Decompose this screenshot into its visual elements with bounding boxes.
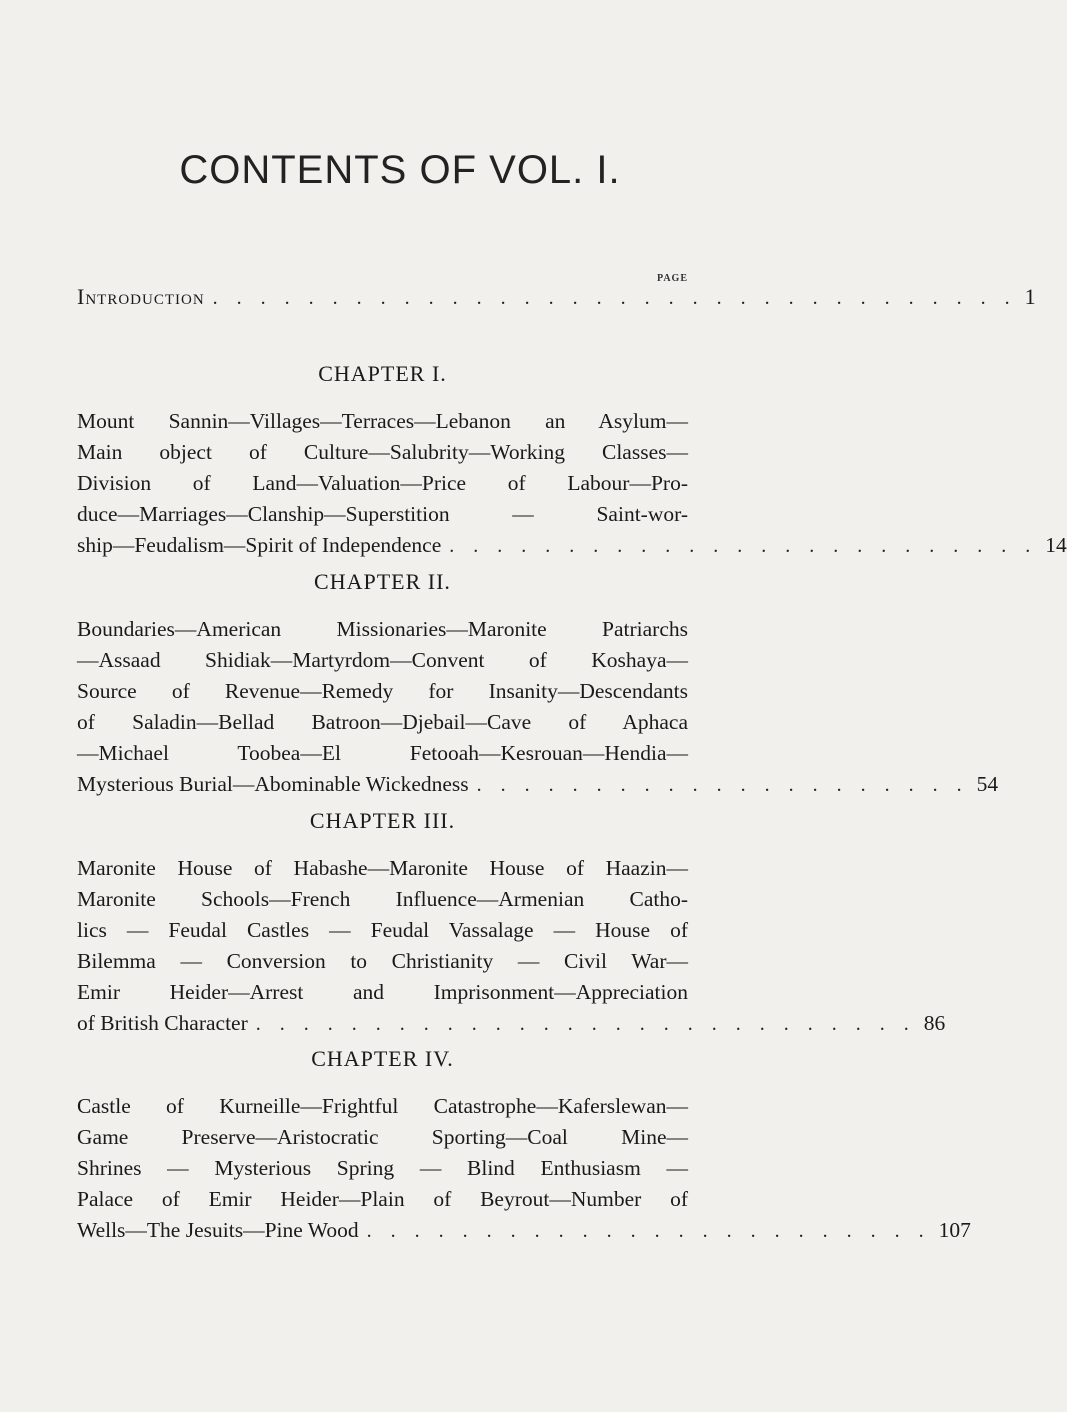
summary-last-line [77,530,1067,561]
summary-line: of Saladin—Bellad Batroon—Djebail—Cave of Aphaca [77,710,688,734]
summary-line: of British Character [77,1011,248,1035]
page-column-label: PAGE [656,273,688,284]
summary-line: ship—Feudalism—Spirit of Independence [77,533,442,557]
leader-dots: . . . . . . . . . . . . . . . . . . . . . . . . [366,1220,931,1242]
summary-line: —Assaad Shidiak—Martyrdom—Convent of Koshaya— [77,648,688,672]
summary-line: —Michael Toobea—El Fetooah—Kesrouan—Hendia— [77,741,688,765]
summary-line: Mount Sannin—Villages—Terraces—Lebanon an Asylum— [77,409,688,433]
chapter-heading: CHAPTER II. [314,569,451,594]
summary-line: Source of Revenue—Remedy for Insanity—Descendants [77,679,688,703]
summary-line: Emir Heider—Arrest and Imprisonment—Appreciation [77,980,688,1004]
chapter-heading: CHAPTER IV. [311,1046,454,1071]
summary-line: Game Preserve—Aristocratic Sporting—Coal Mine— [77,1125,688,1149]
summary-line: Palace of Emir Heider—Plain of Beyrout—Number of [77,1187,688,1211]
summary-line: Castle of Kurneille—Frightful Catastrophe—Kaferslewan— [77,1094,688,1118]
chapter-3-entry[interactable] [77,808,946,1039]
summary-last-line [77,1008,946,1039]
summary-line: lics — Feudal Castles — Feudal Vassalage — House of [77,918,688,942]
chapter-4-entry[interactable] [77,1046,971,1246]
summary-line: Bilemma — Conversion to Christianity — Civil War— [77,949,688,973]
summary-last-line [77,1215,971,1246]
introduction-label: Introduction [77,284,205,309]
page-title: CONTENTS OF VOL. I. [179,148,621,192]
summary-line: Main object of Culture—Salubrity—Working Classes— [77,440,688,464]
chapter-2-entry[interactable] [77,569,999,800]
chapter-page-number: 14 [1045,533,1067,557]
chapter-page-number: 86 [923,1011,946,1035]
leader-dots: . . . . . . . . . . . . . . . . . . . . . . . . . . . . [255,1013,916,1035]
chapter-page-number: 54 [976,772,999,796]
leader-dots: . . . . . . . . . . . . . . . . . . . . . . . . . . . . . . . . . . [212,287,1017,309]
summary-line: duce—Marriages—Clanship—Superstition — Saint-wor- [77,502,688,526]
leader-dots: . . . . . . . . . . . . . . . . . . . . . [476,774,969,796]
summary-line: Maronite House of Habashe—Maronite House of Haazin— [77,856,688,880]
summary-line: Division of Land—Valuation—Price of Labour—Pro- [77,471,688,495]
summary-line: Maronite Schools—French Influence—Armenian Catho- [77,887,688,911]
chapter-heading: CHAPTER III. [309,808,456,833]
chapter-page-number: 107 [938,1218,971,1242]
chapter-heading: CHAPTER I. [318,361,447,386]
introduction-entry[interactable] [77,284,1036,314]
introduction-page-number: 1 [1024,284,1036,309]
summary-line: Mysterious Burial—Abominable Wickedness [77,772,469,796]
summary-last-line [77,769,999,800]
summary-line: Shrines — Mysterious Spring — Blind Enthusiasm — [77,1156,688,1180]
leader-dots: . . . . . . . . . . . . . . . . . . . . . . . . . [449,535,1038,557]
summary-line: Boundaries—American Missionaries—Maronite Patriarchs [77,617,688,641]
chapter-1-entry[interactable] [77,361,1067,561]
summary-line: Wells—The Jesuits—Pine Wood [77,1218,359,1242]
